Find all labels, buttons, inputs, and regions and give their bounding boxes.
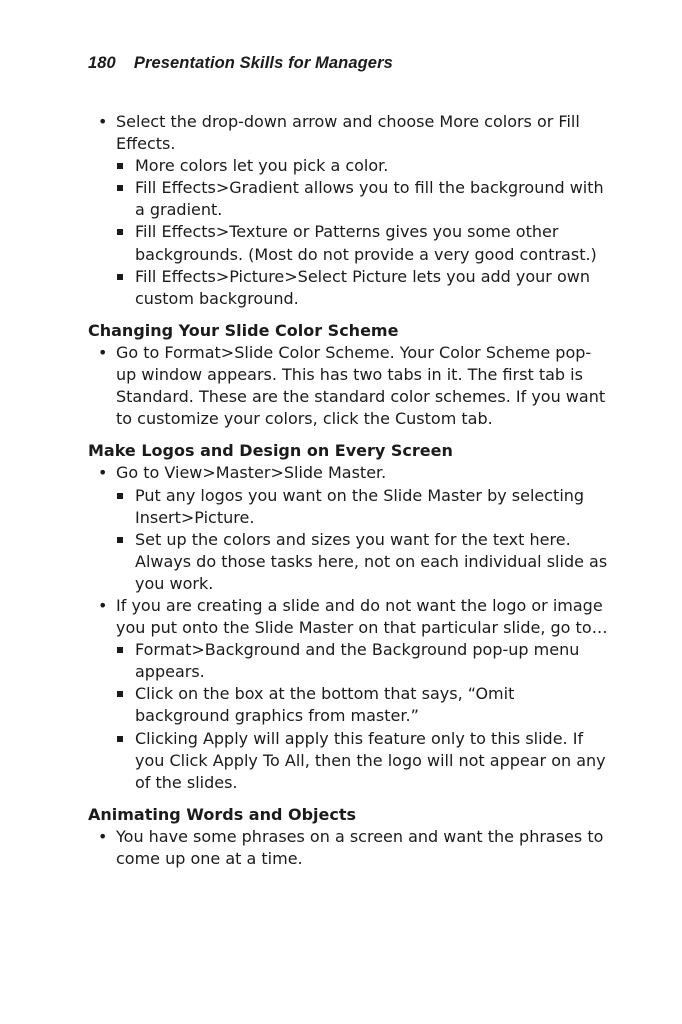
running-head (88, 54, 393, 73)
section-heading-animating: Animating Words and Objects (88, 804, 357, 824)
page-number: 180 (88, 54, 116, 72)
list-item: Fill Effects>Gradient allows you to fill the background with a gradient. (116, 177, 608, 221)
list-item-text: Select the drop-down arrow and choose More colors or Fill Effects. (116, 112, 580, 154)
list-item-text: Go to View>Master>Slide Master. (116, 463, 387, 483)
list-item: Fill Effects>Texture or Patterns gives you some other backgrounds. (Most do not provide a very good contrast.) (116, 221, 608, 265)
section-heading-color-scheme: Changing Your Slide Color Scheme (88, 320, 399, 340)
intro-list (88, 111, 608, 310)
list-item: Clicking Apply will apply this feature only to this slide. If you Click Apply To All, then the logo will not appear on any of the slides. (116, 728, 608, 794)
color-scheme-list (88, 342, 608, 430)
list-item: Set up the colors and sizes you want for the text here. Always do those tasks here, not on each individual slide as you work. (116, 529, 608, 595)
intro-sublist (116, 155, 608, 310)
list-item: • You have some phrases on a screen and want the phrases to come up one at a time. (88, 826, 608, 870)
logos-list (88, 462, 608, 793)
list-item (88, 595, 608, 794)
list-item: More colors let you pick a color. (116, 155, 608, 177)
list-item: Format>Background and the Background pop-up menu appears. (116, 639, 608, 683)
list-item-text: If you are creating a slide and do not want the logo or image you put onto the Slide Master on that particular slide, go to… (116, 595, 608, 638)
page-body (88, 111, 608, 870)
logos-sublist-1 (116, 485, 608, 595)
list-item: Click on the box at the bottom that says, “Omit background graphics from master.” (116, 683, 608, 727)
logos-sublist-2 (116, 639, 608, 794)
list-item: • Go to Format>Slide Color Scheme. Your Color Scheme pop-up window appears. This has two tabs in it. The first tab is Standard. These are the standard color schemes. If you want to customize your colors, click the Custom tab. (88, 342, 608, 430)
book-title: Presentation Skills for Managers (133, 54, 393, 72)
section-heading-logos: Make Logos and Design on Every Screen (88, 441, 453, 461)
list-item (88, 111, 608, 310)
animating-list (88, 826, 608, 870)
list-item: Put any logos you want on the Slide Master by selecting Insert>Picture. (116, 485, 608, 529)
list-item (88, 462, 608, 595)
list-item: Fill Effects>Picture>Select Picture lets you add your own custom background. (116, 266, 608, 310)
